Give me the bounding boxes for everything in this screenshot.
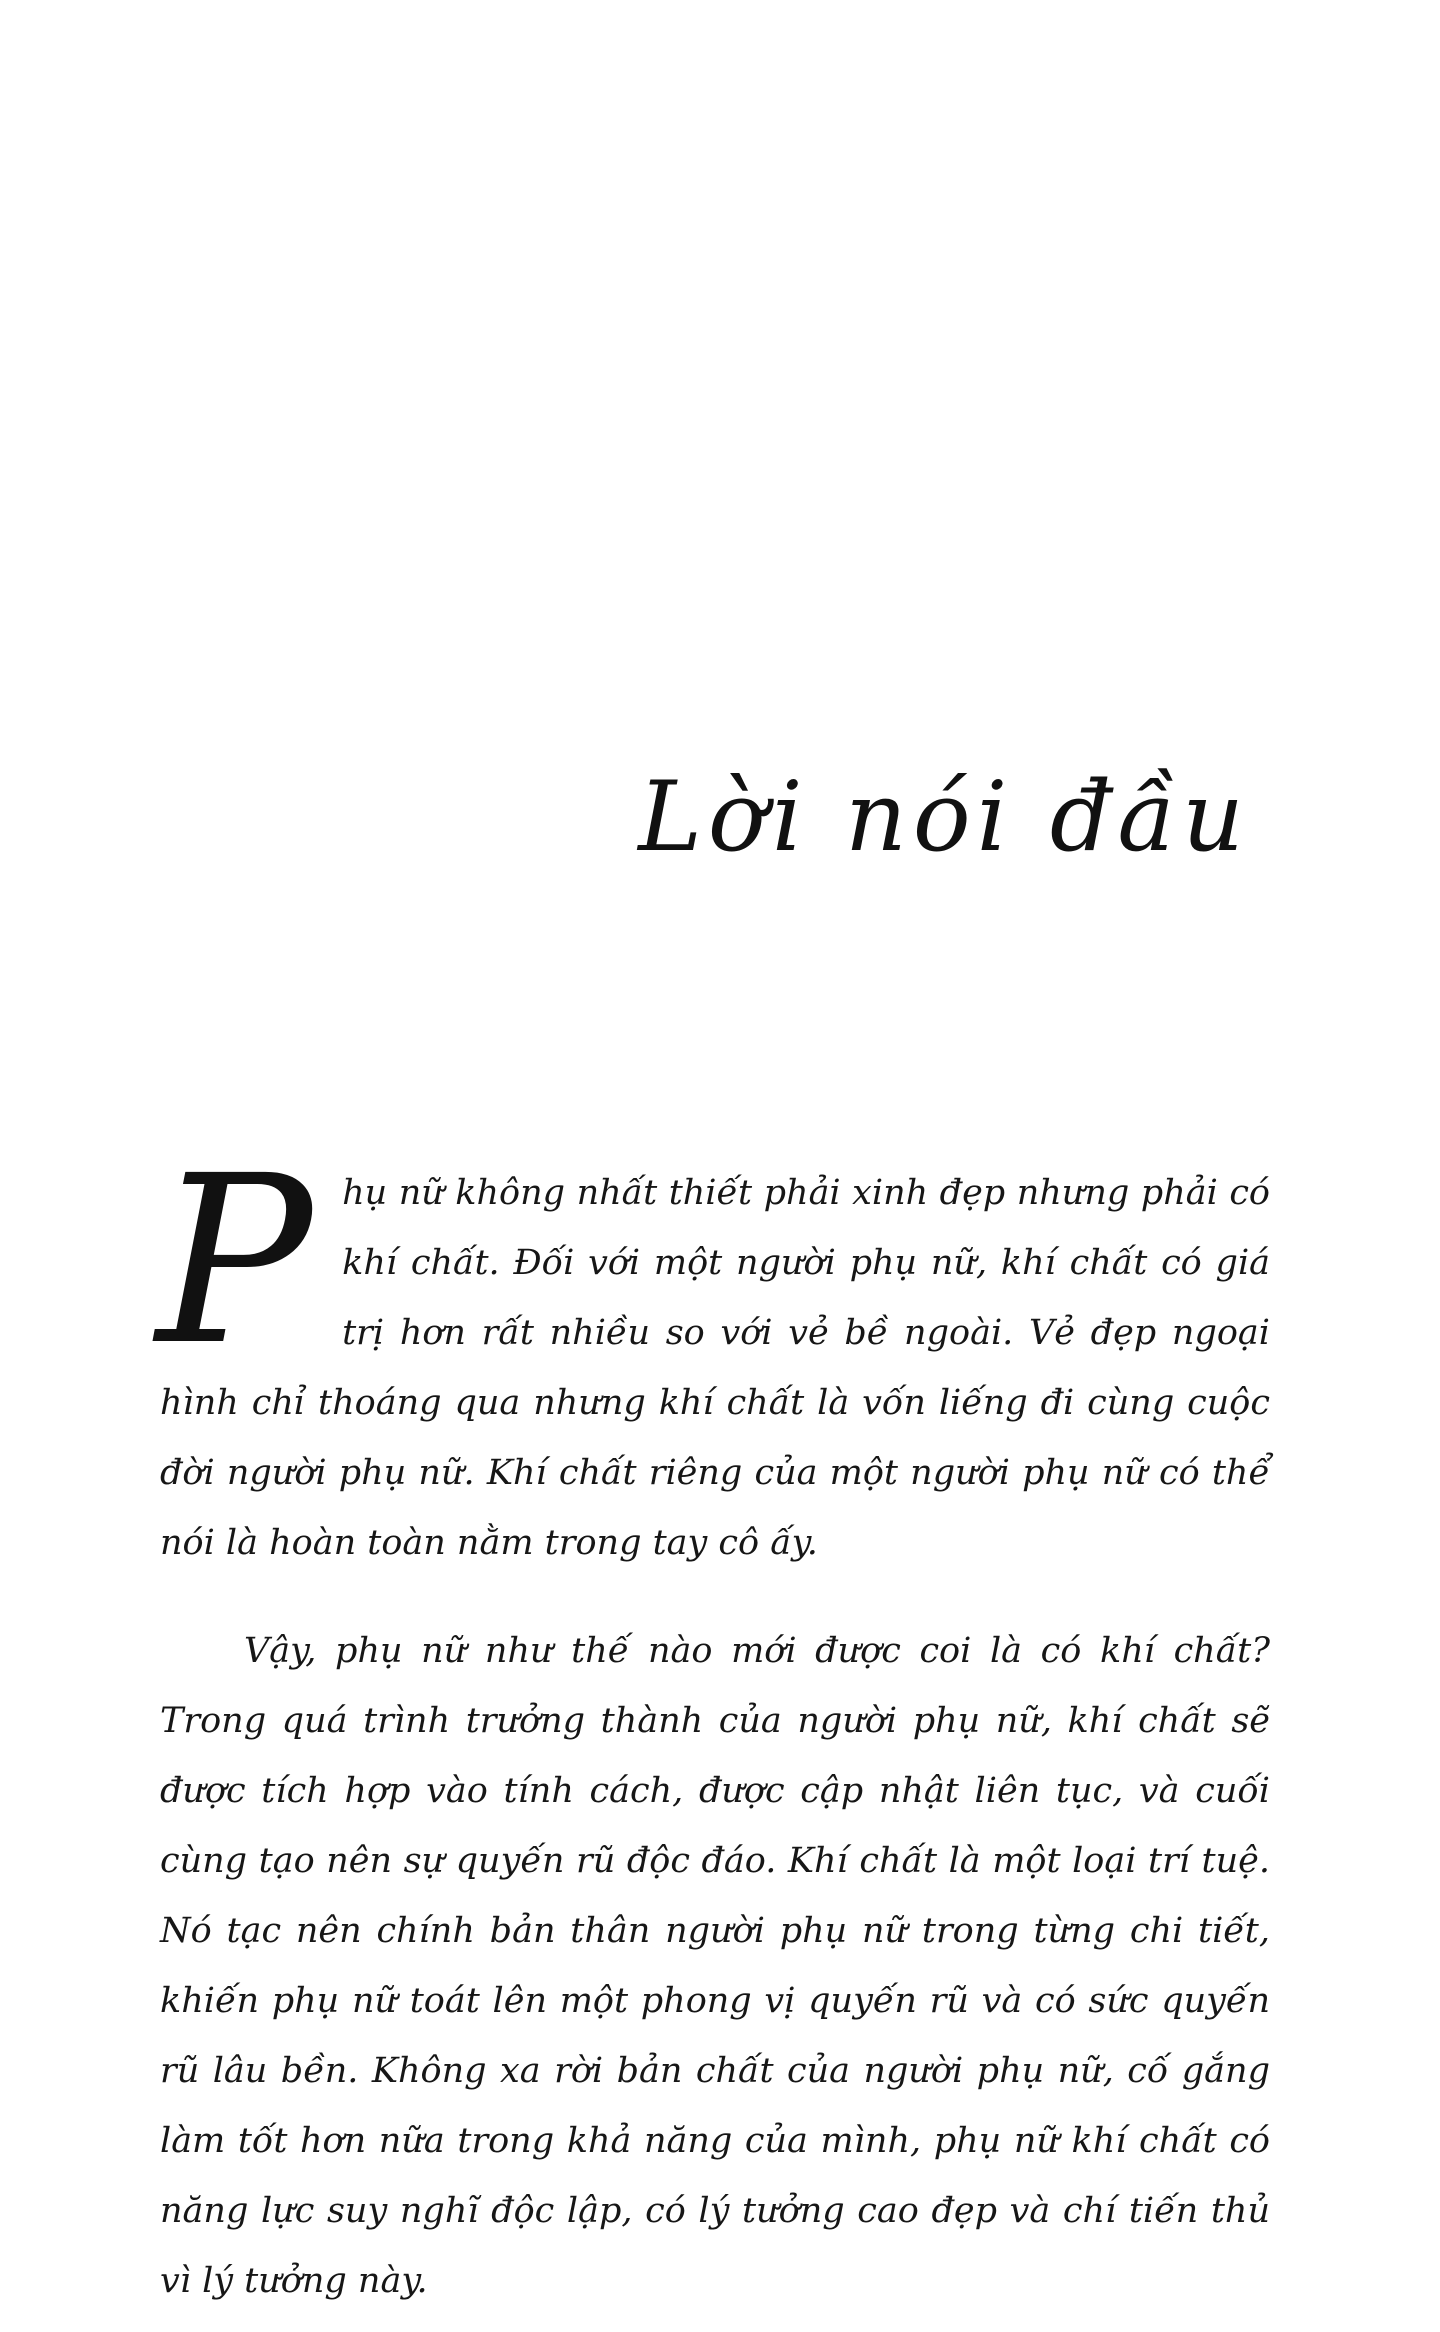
chapter-title: Lời nói đầu [638, 761, 1250, 873]
paragraph-2: Vậy, phụ nữ như thế nào mới được coi là có khí chất? Trong quá trình trưởng thành của người phụ nữ, khí chất sẽ được tích hợp vào tính cách, được cập nhật liên tục, và cuối cùng tạo nên sự quyến rũ độc đáo. Khí chất là một loại trí tuệ. Nó tạc nên chính bản thân người phụ nữ trong từng chi tiết, khiến phụ nữ toát lên một phong vị quyến rũ và có sức quyến rũ lâu bền. Không xa rời bản chất của người phụ nữ, cố gắng làm tốt hơn nữa trong khả năng của mình, phụ nữ khí chất có năng lực suy nghĩ độc lập, có lý tưởng cao đẹp và chí tiến thủ vì lý tưởng này. [160, 1631, 1270, 2301]
body-text [156, 1126, 1270, 2316]
paragraph-1-text: hụ nữ không nhất thiết phải xinh đẹp nhưng phải có khí chất. Đối với một người phụ nữ, khí chất có giá trị hơn rất nhiều so với vẻ bề ngoài. Vẻ đẹp ngoại hình chỉ thoáng qua nhưng khí chất là vốn liếng đi cùng cuộc đời người phụ nữ. Khí chất riêng của một người phụ nữ có thể nói là hoàn toàn nằm trong tay cô ấy. [160, 1173, 1270, 1563]
paragraph-1 [156, 1126, 1270, 1578]
drop-cap: P [156, 1126, 313, 1396]
